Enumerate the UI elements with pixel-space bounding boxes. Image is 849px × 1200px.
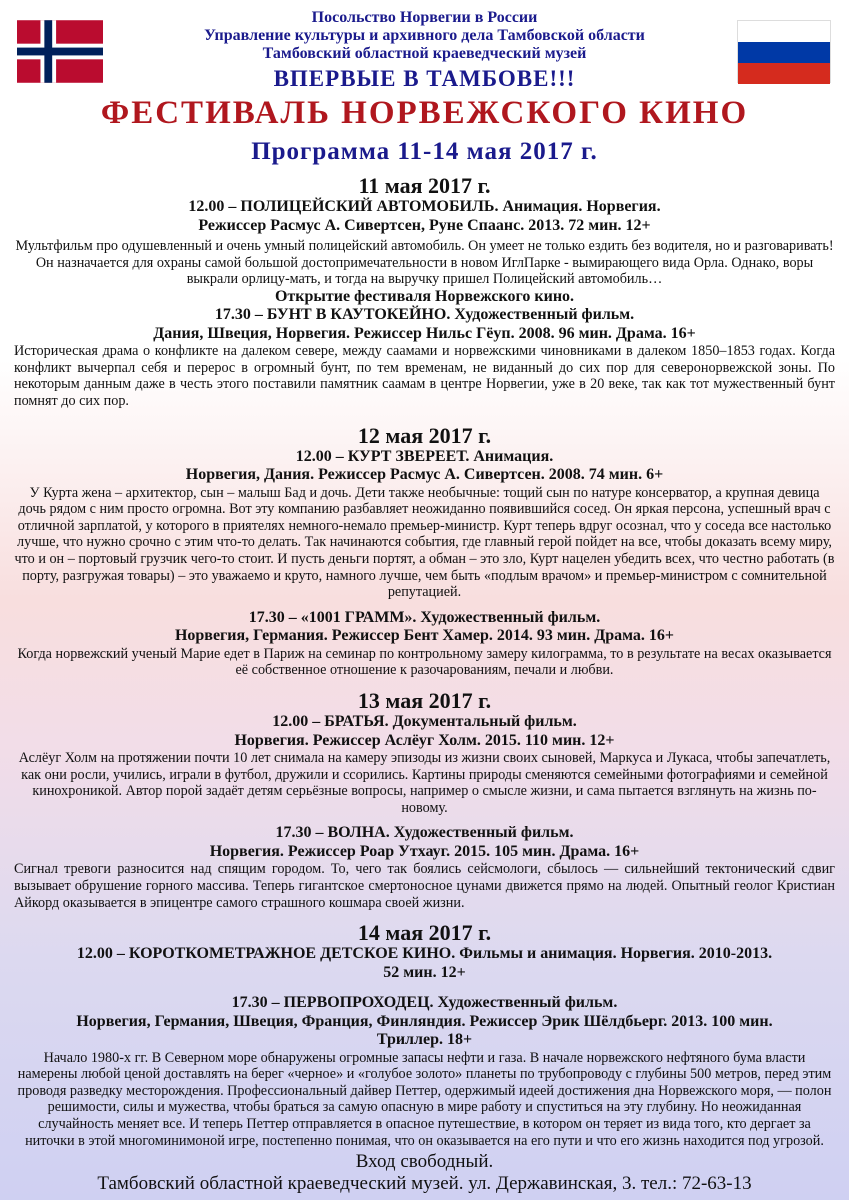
- film-details: Норвегия, Дания. Режиссер Расмус А. Сивертсен. 2008. 74 мин. 6+: [185, 466, 664, 484]
- film-details: Норвегия, Германия. Режиссер Бент Хамер. 2014. 93 мин. Драма. 16+: [174, 627, 675, 645]
- day-date: 14 мая 2017 г.: [357, 920, 492, 946]
- russia-flag-white-stripe: [738, 21, 830, 42]
- program-content: [14, 172, 835, 1149]
- program-title: Программа 11-14 мая 2017 г.: [251, 138, 598, 165]
- film-description: Аслёуг Холм на протяжении почти 10 лет снимала на камеру эпизоды из жизни своих сыновей, Маркуса и Лукаса, чтобы запечатлеть, как они росли, учились, играли в футбол, дружили и ссорились. Картины природы сменяются семейными фотографиями и семейной кинохроникой. Автор порой задаёт детям серьёзные вопросы, например о смысле жизни, и сама пытается взглянуть на жизнь по-новому.: [18, 750, 831, 816]
- film-title: 12.00 – ПОЛИЦЕЙСКИЙ АВТОМОБИЛЬ. Анимация. Норвегия.: [188, 198, 661, 215]
- film-title: 17.30 – ВОЛНА. Художественный фильм.: [275, 824, 574, 842]
- film-description: Мультфильм про одушевленный и очень умный полицейский автомобиль. Он умеет не только ездить без водителя, но и разговаривать! Он назначается для охраны самой большой достопримечательности в новом ИглПарке - вымирающего вида Орла. Однако, воры выкрали орлицу-мать, и тогда на выручку пришел Полицейский автомобиль…: [15, 238, 834, 288]
- film-description: Историческая драма о конфликте на далеком севере, между саамами и норвежскими чиновниками в далеком 1850–1853 годах. Когда конфликт вычерпал себя и перерос в огромный бунт, по тем временам, не виданный до сих пор для северонорвежской зоны. По некоторым данным даже в честь этого поставили памятник саамам в центре Норвегии, уже в 20 веке, так как тот мужественный бунт помнят до сих пор.: [14, 343, 835, 410]
- day-date: 13 мая 2017 г.: [357, 688, 492, 713]
- festival-opening-note: Открытие фестиваля Норвежского кино.: [274, 287, 575, 305]
- film-description: У Курта жена – архитектор, сын – малыш Бад и дочь. Дети также необычные: тощий сын по натуре консерватор, а крупная девица дочь рядом с ним просто огромна. Вот эту компанию разбавляет неожиданно появившийся сосед. Он яркая персона, успешный врач с отличной зарплатой, у которого в приятелях немного-немало премьер-министр. Курт теперь вдруг осознал, что у соседа все настолько лучше, что нужно срочно с этим что-то делать. Так начинаются события, где главный герой пойдет на все, чтобы доказать всему миру, что и он – портовый грузчик чего-то стоит. И пусть деньги портят, а обман – это зло, Курт нацелен убедить всех, что честно работать (в порту, разгружая товары) – это уважаемо и круто, намного лучше, чем быть «подлым врачом» и премьер-министром с сомнительной репутацией.: [14, 484, 835, 601]
- russia-flag-blue-stripe: [738, 42, 830, 63]
- film-details: 52 мин. 12+: [383, 963, 466, 981]
- film-details: Режиссер Расмус А. Сивертсен, Руне Спаанс. 2013. 72 мин. 12+: [198, 216, 651, 234]
- venue-address: Тамбовский областной краеведческий музей. ул. Державинская, 3. тел.: 72-63-13: [97, 1173, 752, 1194]
- film-description: Начало 1980-х гг. В Северном море обнаружены огромные запасы нефти и газа. В начале норвежского нефтяного бума власти намерены любой ценой доставлять на берег «черное» и «голубое золото» планеты по трубопроводу с глубины 500 метров, перед этим проводя разведку месторождения. Профессиональный дайвер Петтер, одержимый идеей достижения дна Норвежского моря, — полон решимости, силы и мужества, чтобы браться за самую опасную в мире работу и спуститься на эту глубину. Но неожиданная случайность меняет все. И теперь Петтер отправляется в опасное путешествие, в котором он теряет из вида того, кто дергает за ниточки в этой многоминимоной игре, постепенно понимая, что он оказывается на его пути и что его жизнь находится под угрозой.: [17, 1049, 832, 1149]
- film-title: 17.30 – ПЕРВОПРОХОДЕЦ. Художественный фильм.: [231, 994, 618, 1012]
- footer: [0, 1151, 849, 1195]
- film-details: Дания, Швеция, Норвегия. Режиссер Нильс Гёуп. 2008. 96 мин. Драма. 16+: [153, 324, 696, 342]
- free-entry-note: Вход свободный.: [355, 1151, 494, 1172]
- film-title: 12.00 – БРАТЬЯ. Документальный фильм.: [272, 713, 577, 730]
- film-details: Норвегия, Германия, Швеция, Франция, Финляндия. Режиссер Эрик Шёлдбьерг. 2013. 100 мин.: [76, 1012, 773, 1030]
- film-details: Норвегия. Режиссер Аслёуг Холм. 2015. 110 мин. 12+: [234, 731, 615, 749]
- headline-festival: ФЕСТИВАЛЬ НОРВЕЖСКОГО КИНО: [100, 95, 749, 131]
- film-description: Когда норвежский ученый Марие едет в Париж на семинар по контрольному замеру килограмма, то в результате на весах оказывается её собственное отношение к разочарованиям, печали и любви.: [17, 645, 832, 679]
- organizer-embassy: Посольство Норвегии в России: [311, 9, 538, 26]
- film-details: Норвегия. Режиссер Роар Утхауг. 2015. 105 мин. Драма. 16+: [209, 842, 640, 860]
- organizer-culture-department: Управление культуры и архивного дела Тамбовской области: [204, 27, 645, 44]
- film-title: 12.00 – КОРОТКОМЕТРАЖНОЕ ДЕТСКОЕ КИНО. Фильмы и анимация. Норвегия. 2010-2013.: [76, 945, 773, 963]
- film-title: 12.00 – КУРТ ЗВЕРЕЕТ. Анимация.: [295, 447, 554, 465]
- organizers: [120, 9, 729, 63]
- headline-first-time: ВПЕРВЫЕ В ТАМБОВЕ!!!: [273, 66, 576, 91]
- day-date: 12 мая 2017 г.: [357, 422, 492, 448]
- film-title: 17.30 – «1001 ГРАММ». Художественный фильм.: [248, 608, 601, 626]
- film-description: Сигнал тревоги разносится над спящим городом. То, чего так боялись сейсмологи, сбылось — сильнейший тектонический сдвиг вызывает обрушение горного массива. Теперь гигантское смертоносное цунами движется прямо на людей. Опытный геолог Кристиан Айкорд оказывается в эпицентре самого страшного кошмара своей жизни.: [14, 861, 835, 911]
- organizer-museum: Тамбовский областной краеведческий музей: [262, 45, 587, 62]
- film-title: 17.30 – БУНТ В КАУТОКЕЙНО. Художественный фильм.: [214, 306, 635, 324]
- day-date: 11 мая 2017 г.: [358, 173, 491, 198]
- film-genre-rating: Триллер. 18+: [376, 1031, 473, 1049]
